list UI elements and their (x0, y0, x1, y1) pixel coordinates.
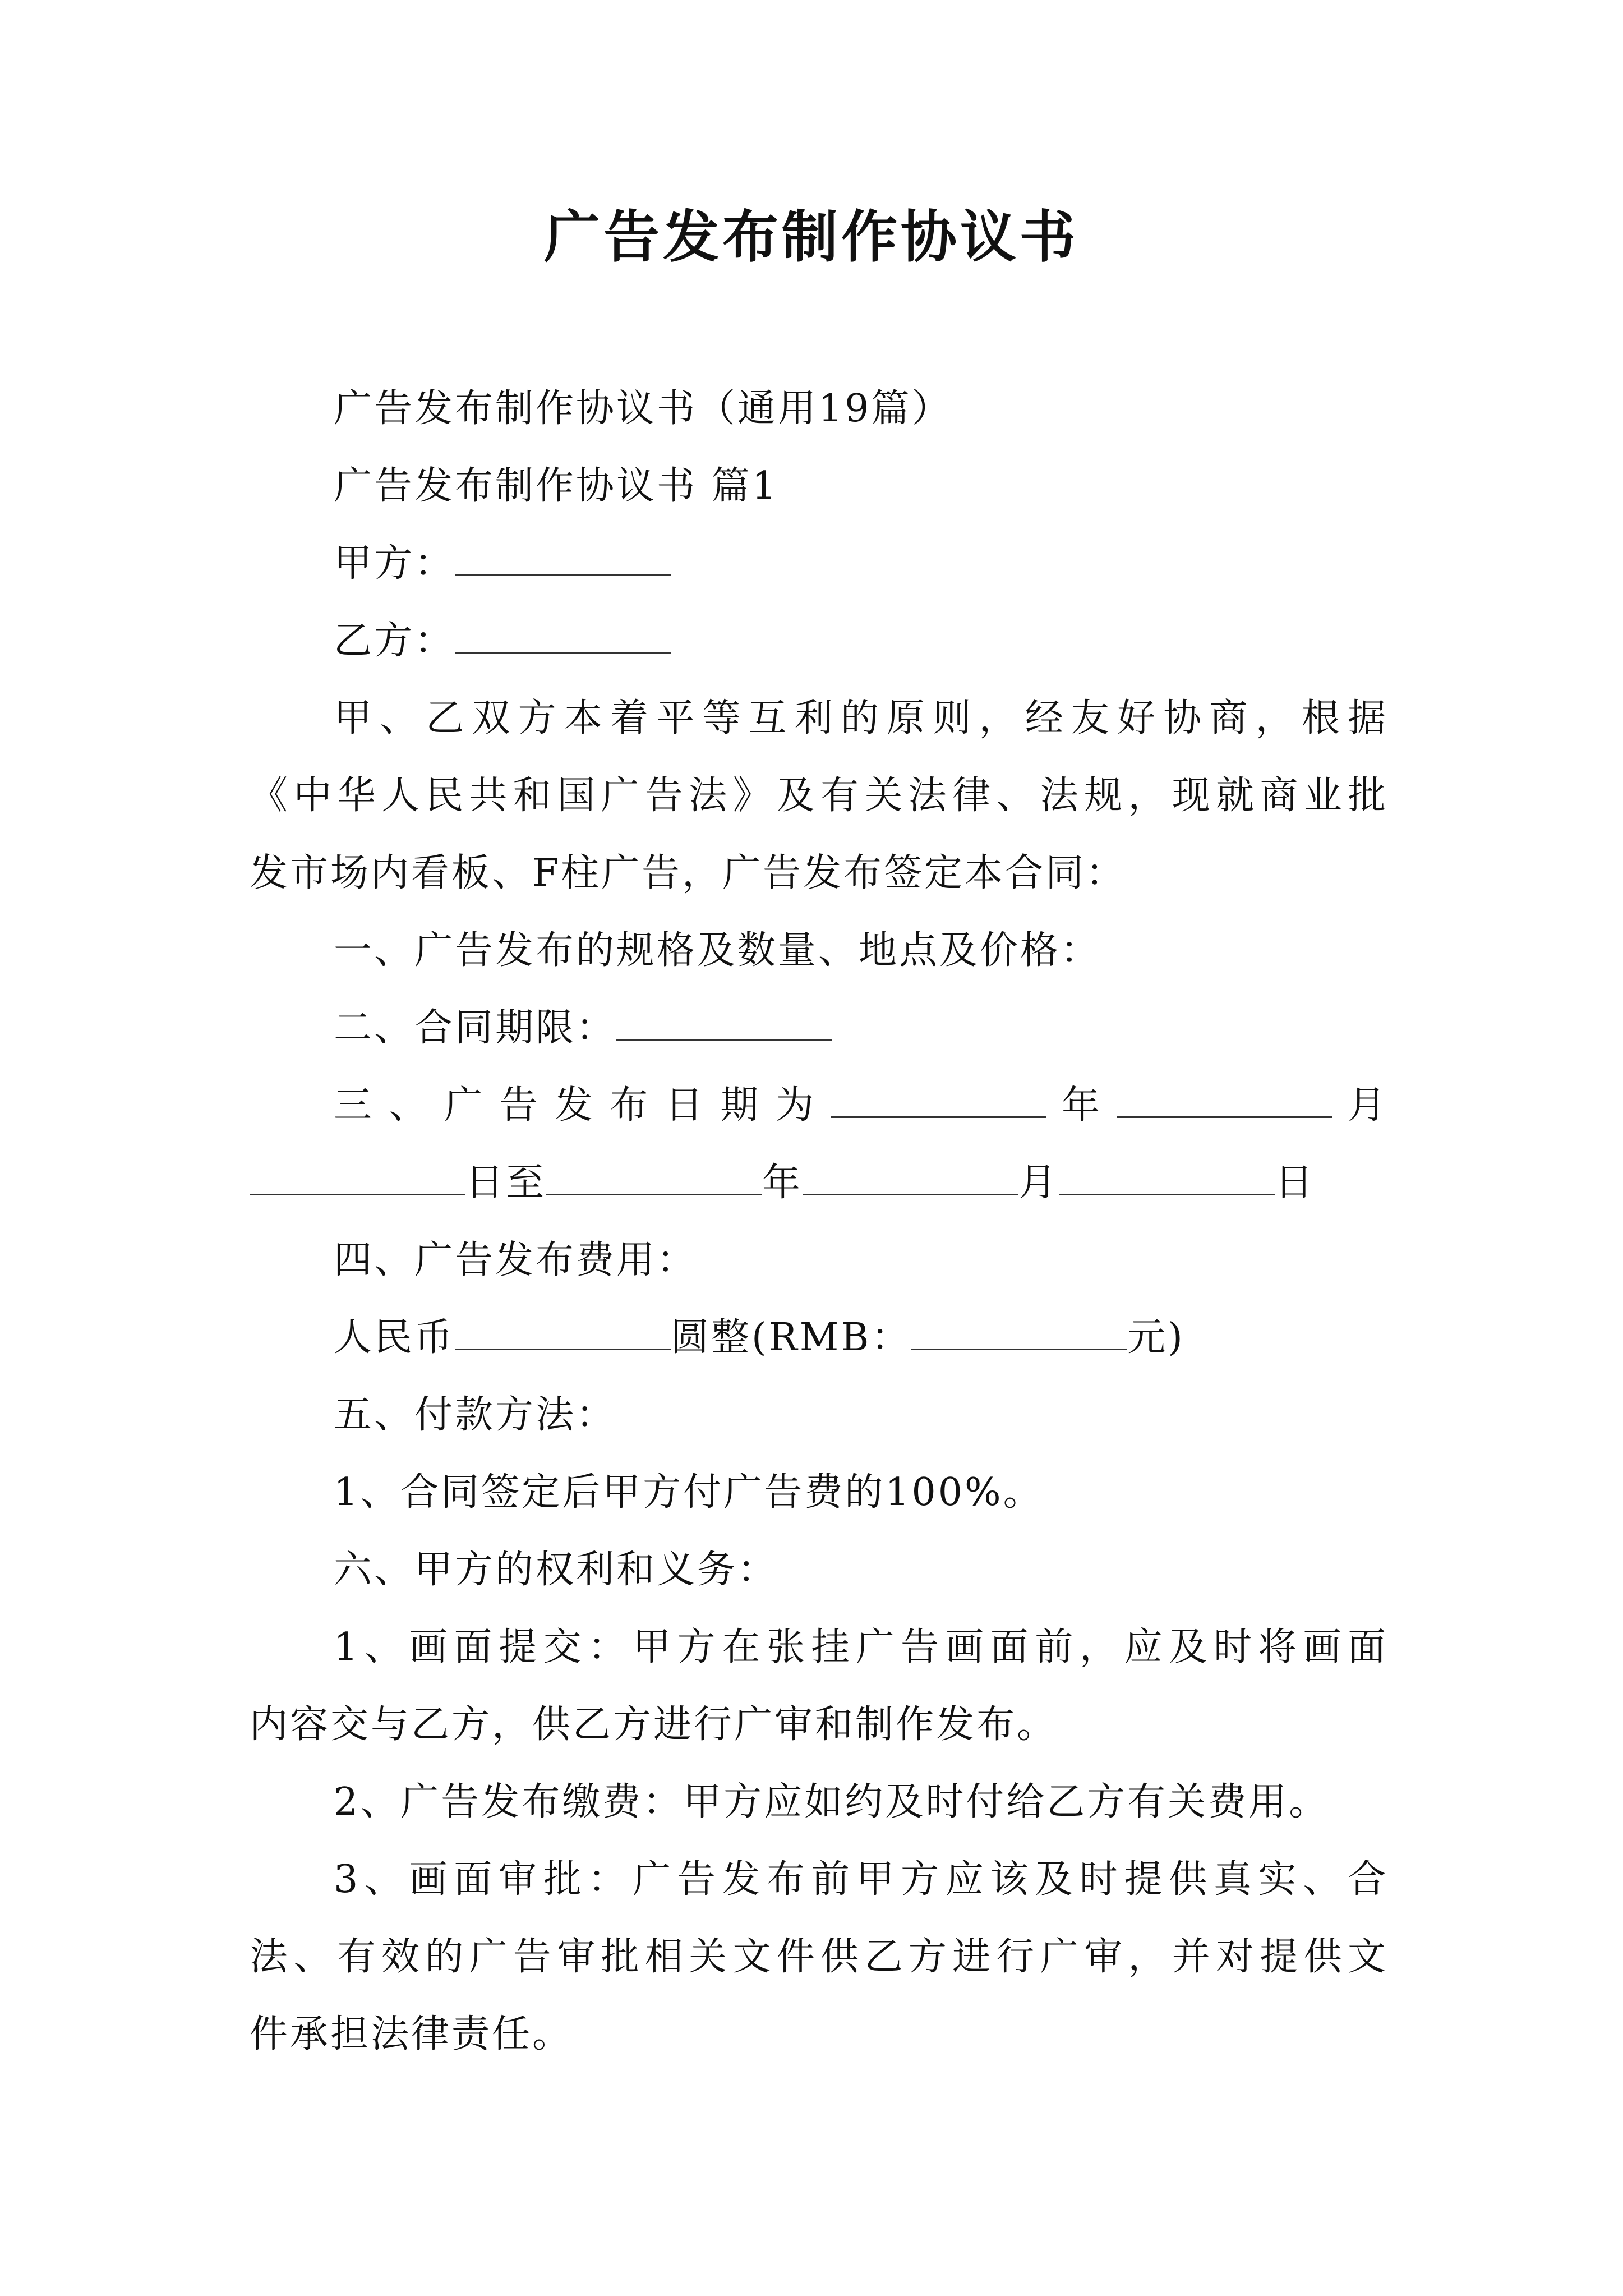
clause-3-prefix: 三、广告发布日期为 (334, 1083, 831, 1128)
intro-line-2: 《中华人民共和国广告法》及有关法律、法规，现就商业批 (250, 774, 1388, 818)
clause-6-item-1-line-2: 内容交与乙方，供乙方进行广审和制作发布。 (250, 1703, 1058, 1747)
clause-3-year-2: 年 (762, 1161, 803, 1205)
clause-3-day: 日 (1275, 1161, 1316, 1205)
document-subtitle: 广告发布制作协议书（通用19篇） (334, 386, 952, 431)
start-year-blank (831, 1083, 1046, 1118)
end-month-blank (803, 1160, 1018, 1195)
start-day-blank (250, 1160, 465, 1195)
clause-3-day-to: 日至 (465, 1161, 547, 1205)
contract-term-blank (616, 1005, 832, 1041)
fee-rmb-label: 人民币 (334, 1315, 455, 1360)
clause-6: 六、甲方的权利和义务： (334, 1548, 778, 1592)
intro-line-3: 发市场内看板、F柱广告，广告发布签定本合同： (250, 851, 1127, 895)
party-b-label: 乙方： (334, 619, 455, 663)
clause-5: 五、付款方法： (334, 1393, 617, 1437)
party-a-line (250, 525, 1388, 602)
clause-3-line-1 (250, 1067, 1388, 1144)
party-b-blank (455, 618, 671, 654)
clause-4: 四、广告发布费用： (334, 1238, 698, 1282)
fee-amount-number-blank (911, 1315, 1127, 1350)
clause-6-item-2: 2、广告发布缴费：甲方应如约及时付给乙方有关费用。 (334, 1780, 1330, 1824)
clause-6-item-3-line-3: 件承担法律责任。 (250, 2012, 573, 2056)
end-day-blank (1059, 1160, 1275, 1195)
clause-6-item-1-line-1: 1、画面提交：甲方在张挂广告画面前，应及时将画面 (334, 1625, 1388, 1669)
clause-6-item-3-line-1: 3、画面审批：广告发布前甲方应该及时提供真实、合 (334, 1857, 1388, 1902)
document-body (250, 370, 1388, 2073)
party-a-label: 甲方： (334, 541, 455, 586)
clause-2-line (250, 990, 1388, 1067)
clause-5-item-1: 1、合同签定后甲方付广告费的100%。 (334, 1470, 1044, 1515)
clause-6-item-3-line-2: 法、有效的广告审批相关文件供乙方进行广审，并对提供文 (250, 1935, 1388, 1979)
section-heading: 广告发布制作协议书 篇1 (334, 464, 778, 508)
party-a-blank (455, 541, 671, 576)
party-b-line (250, 602, 1388, 680)
clause-3-line-2 (250, 1144, 1388, 1222)
fee-amount-words-blank (455, 1315, 671, 1350)
fee-yuan-whole-label: 圆整(RMB： (671, 1315, 912, 1360)
clause-3-month-2: 月 (1018, 1161, 1059, 1205)
fee-yuan-close-label: 元) (1127, 1315, 1185, 1360)
end-year-blank (546, 1160, 762, 1195)
clause-1: 一、广告发布的规格及数量、地点及价格： (334, 928, 1101, 973)
clause-3-month-1: 月 (1332, 1083, 1388, 1128)
document-title: 广告发布制作协议书 (544, 204, 1079, 270)
clause-3-year-1: 年 (1046, 1083, 1117, 1128)
fee-line (250, 1299, 1388, 1377)
start-month-blank (1117, 1083, 1332, 1118)
intro-line-1: 甲、乙双方本着平等互利的原则，经友好协商，根据 (334, 696, 1388, 740)
clause-2-label: 二、合同期限： (334, 1006, 617, 1050)
